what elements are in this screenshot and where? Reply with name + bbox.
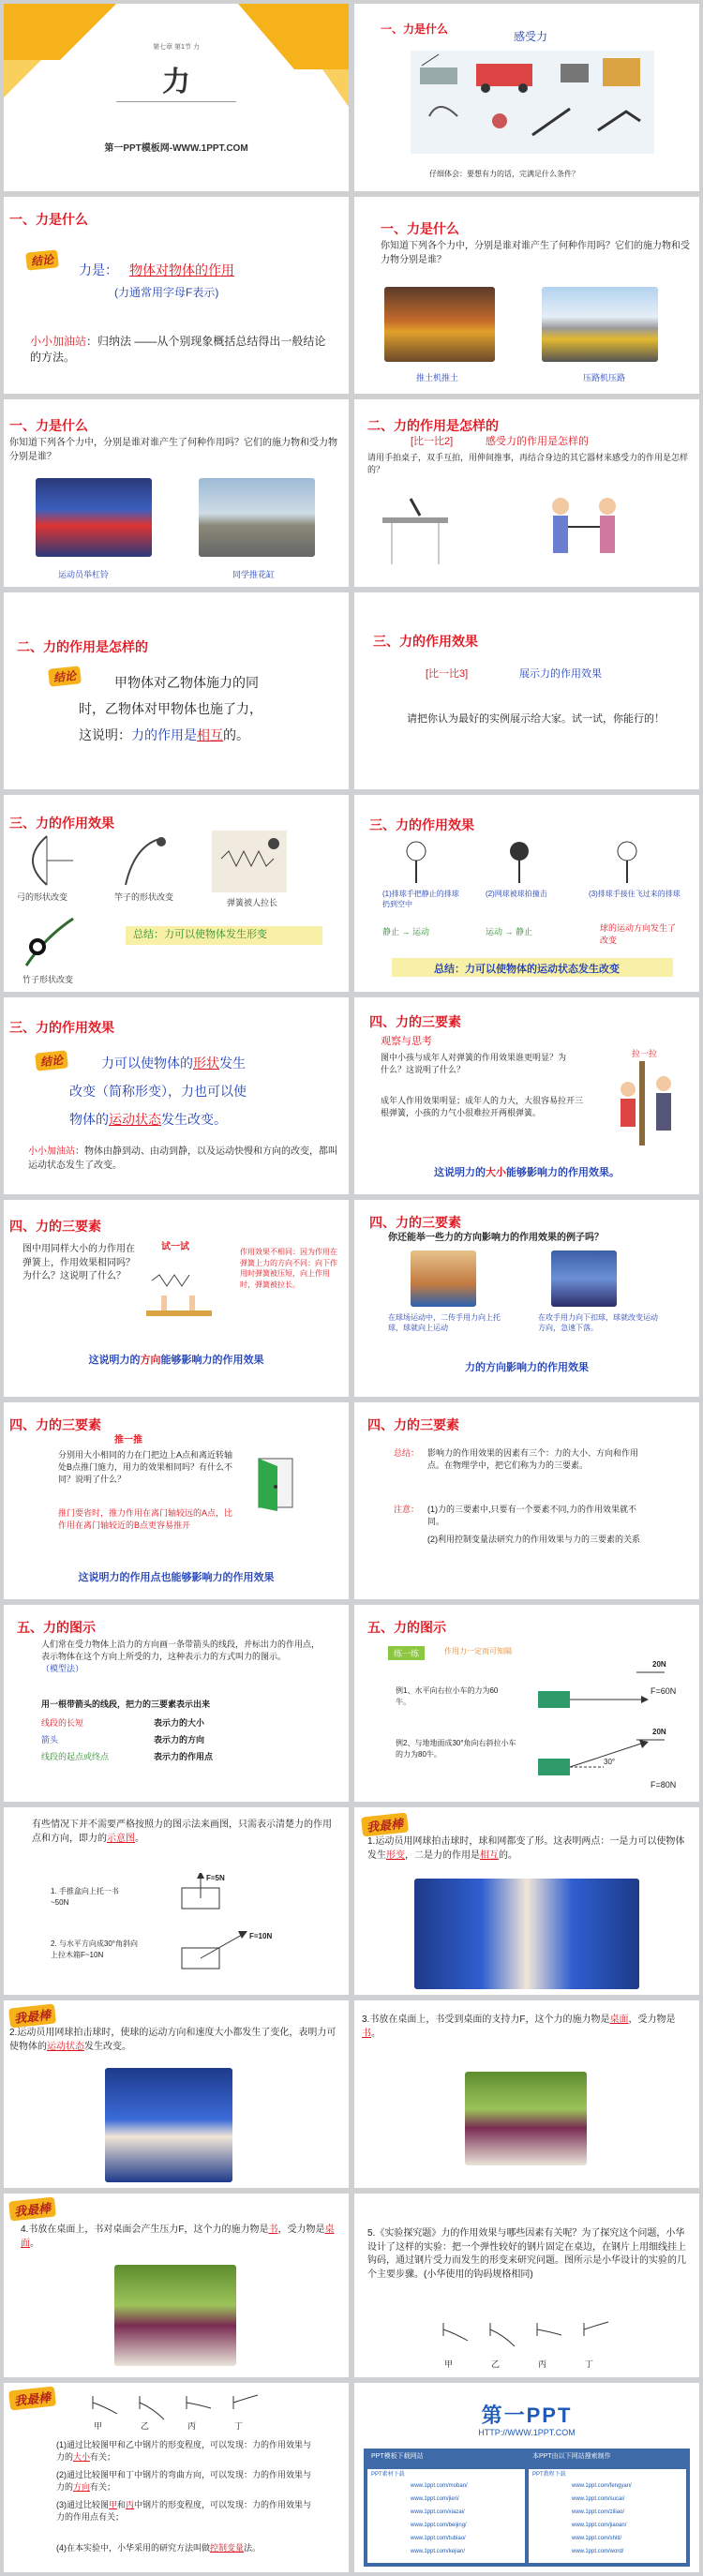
- side-label: 拉一拉: [632, 1049, 658, 1058]
- compare-title: 感受力的作用是怎样的: [486, 436, 589, 447]
- tip-body: ：物体由静到动、由动到静，以及运动快慢和方向的改变，都叫运动状态发生了改变。: [28, 1146, 337, 1171]
- intro-text: [32, 1819, 332, 1846]
- summary-text: [4, 1352, 349, 1367]
- intro-a: 有些情况下并不需要严格按照力的图示法来画图，只需表示清楚力的作用点和方向，即力的: [32, 1820, 332, 1844]
- slide-9[interactable]: [4, 795, 349, 992]
- q2-a: (2)通过比较图甲和丁中钢片的弯曲方向，可以发现：力的作用效果与力的: [56, 2470, 312, 2493]
- row-3-term: 线段的起点或终点: [41, 1752, 110, 1761]
- q2-c: 有关；: [90, 2482, 116, 2493]
- door-illustration: [249, 1455, 306, 1511]
- slide-body: [41, 1639, 322, 1675]
- title-underline: [116, 101, 236, 102]
- line3-prefix: 这说明：: [79, 727, 131, 742]
- caption-weightlifter: 运动员举杠铃: [58, 570, 110, 579]
- bulldozer-photo: [384, 287, 495, 362]
- q-answer-1: 形变: [386, 1850, 405, 1861]
- tip-text: [30, 334, 334, 367]
- body-1: 图中小孩与成年人对弹簧的作用效果谁更明显？为什么？这说明了什么？: [381, 1053, 567, 1075]
- angle-label: 30°: [604, 1758, 616, 1766]
- answer-2: [56, 2469, 319, 2494]
- scale-label-2: 20N: [652, 1728, 666, 1736]
- slide-3[interactable]: [4, 197, 349, 394]
- question-text: [21, 2224, 339, 2251]
- slide-heading: 我最棒: [8, 2386, 56, 2410]
- col-2-title: 本PPT由以下网站搜索制作: [532, 2453, 611, 2460]
- definition-label: 力是：: [79, 262, 118, 277]
- compare-tag: [比一比2]: [411, 436, 454, 447]
- question-text: [9, 2027, 339, 2054]
- slide-heading: 四、力的三要素: [369, 1215, 461, 1230]
- slide-10[interactable]: [354, 795, 699, 992]
- steel-strip-diagram: [439, 2319, 617, 2360]
- chapter-label: 第七章 第1节 力: [153, 44, 200, 51]
- slide-heading: 一、力是什么: [9, 418, 88, 433]
- spring-pull-illustration: [613, 1061, 679, 1146]
- conclusion-badge: 结论: [25, 249, 59, 270]
- slide-heading: 一、力是什么: [9, 212, 88, 227]
- slide-subheading: 感受力: [514, 30, 548, 43]
- slide-question: 你知道下列各个力中，分别是谁对谁产生了何种作用吗？它们的施力物和受力物分别是谁？: [9, 438, 337, 462]
- volleyball-set-photo: [411, 1251, 476, 1307]
- slide-14[interactable]: [354, 1200, 699, 1397]
- roller-photo: [542, 287, 658, 362]
- q-answer: 运动状态: [47, 2041, 84, 2052]
- slide-heading: 一、力是什么: [381, 221, 459, 236]
- example-2: 例2、与地地面成30°角向右斜拉小车的力为80牛。: [396, 1739, 516, 1759]
- summary-c: 能够影响力的作用效果。: [506, 1167, 620, 1178]
- slide-heading: 五、力的图示: [367, 1620, 446, 1635]
- caption-roller: 压路机压路: [583, 373, 626, 382]
- scale-label-1: 20N: [652, 1660, 666, 1669]
- q3-c: 和: [117, 2500, 127, 2509]
- q-answer-1: 书: [268, 2224, 278, 2235]
- summary-label: 总结：: [394, 1448, 420, 1458]
- q-answer-2: 相互: [480, 1850, 499, 1861]
- compare-title: 展示力的作用效果: [519, 668, 602, 680]
- conclusion-line-2: 时，乙物体对甲物体也施了力，: [79, 701, 262, 716]
- q-answer-2: 桌面: [21, 2224, 335, 2249]
- row-2-meaning: 表示力的方向: [154, 1735, 205, 1745]
- site-text: 第一PPT模板网-WWW.1PPT.COM: [104, 143, 248, 154]
- force-label-1: F=5N: [206, 1874, 225, 1882]
- summary-text: 力的方向影响力的作用效果: [465, 1362, 589, 1373]
- q-c: 的。: [499, 1850, 517, 1861]
- effect-note: 作用效果不相同：因为作用在弹簧上力的方向不同：向下作用时弹簧被压短，向上作用时，弹簧被拉长。: [240, 1248, 337, 1289]
- slide-23[interactable]: [4, 2194, 349, 2377]
- note-1: (1)力的三要素中,只要有一个要素不同,力的作用效果就不同。: [427, 1505, 637, 1527]
- summary-answer: 方向: [140, 1355, 161, 1366]
- conclusion-line-3: [69, 1110, 227, 1129]
- conclusion-line-1: [101, 1054, 246, 1072]
- practice-sub: 作用力一定而可知隔: [444, 1647, 512, 1655]
- practice-label: 练一练: [394, 1649, 420, 1658]
- slide-heading: 我最棒: [8, 2003, 56, 2028]
- side-label: 试一试: [161, 1242, 189, 1252]
- slide-11[interactable]: [4, 997, 349, 1194]
- q1-c: 有关；: [90, 2452, 116, 2463]
- book-on-table-photo: [465, 2072, 587, 2165]
- q-b: ，受力物是: [628, 2014, 676, 2025]
- q3-a: (3)通过比较图: [56, 2500, 109, 2509]
- slide-20[interactable]: [354, 1807, 699, 1995]
- practice-tag: [388, 1646, 425, 1660]
- l3-a: 物体的: [69, 1112, 109, 1127]
- link-right-6[interactable]: www.1ppt.com/word/: [572, 2549, 624, 2554]
- slide-15[interactable]: [4, 1402, 349, 1599]
- caption-pole: 竿子的形状改变: [114, 892, 174, 902]
- flow-1: 静止 → 运动: [382, 927, 430, 936]
- slide-body: 请用手拍桌子，双手互拍，用伸间推事，再结合身边的其它器材来感受力的作用是怎样的？: [367, 453, 689, 475]
- slide-question: 你还能举一些力的方向影响力的作用效果的例子吗？: [388, 1233, 604, 1243]
- model-tag: （模型法）: [41, 1664, 84, 1674]
- question-text: 5.《实验探究题》力的作用效果与哪些因素有关呢？为了探究这个问题，小华设计了这样的实验：把一个弹性较好的钢片固定在桌边，在钢片上用细线挂上钩码，通过钢片受力而发生的形变来研究问题。图所示是小华设计的实验的几个主要步骤。(小华使用的钩码规格相同): [367, 2228, 686, 2280]
- q-b: ，受力物是: [277, 2224, 325, 2235]
- slide-13[interactable]: [4, 1200, 349, 1397]
- slide-heading: 五、力的图示: [17, 1620, 96, 1635]
- flow-2: 运动 → 静止: [486, 927, 533, 936]
- flow-3: 球的运动方向发生了改变: [600, 923, 677, 946]
- conclusion-line-3: [79, 726, 249, 744]
- compare-tag: [比一比3]: [426, 668, 469, 680]
- slide-heading: 二、力的作用是怎样的: [17, 639, 148, 654]
- answer-3: [56, 2499, 319, 2524]
- q4-a: (4)在本实验中，小华采用的研究方法叫做: [56, 2543, 211, 2553]
- slide-heading: 四、力的三要素: [367, 1417, 459, 1432]
- q1-answer: 大小: [73, 2452, 91, 2463]
- q-answer-1: 桌面: [609, 2014, 629, 2025]
- bamboo-illustration: [17, 909, 82, 971]
- bow-illustration: [19, 834, 75, 887]
- l1-answer: 形状: [193, 1056, 219, 1071]
- example-1: 例1、水平向右拉小车的力为60牛。: [396, 1686, 499, 1706]
- slide-8[interactable]: [354, 592, 699, 789]
- summary-a: 这说明力的: [88, 1355, 141, 1366]
- q-a: 3.书放在桌面上，书受到桌面的支持力F，这个力的施力物是: [362, 2014, 610, 2025]
- slide-body: 请把你认为最好的实例展示给大家。试一试，你能行的！: [407, 713, 665, 725]
- logo-text: 第一PPT: [481, 2404, 573, 2427]
- link-left-2[interactable]: www.1ppt.com/jieri/: [411, 2496, 459, 2502]
- q1-a: (1)通过比较图甲和乙中钢片的形变程度，可以发现：力的作用效果与力的: [56, 2440, 312, 2463]
- tennis-player-photo: [414, 1879, 639, 1989]
- slide-body: 分别用大小相同的力在门把边上A点和离近转轴处B点推门施力，用力的效果相同吗？有什么不同？说明了什么？: [58, 1450, 233, 1485]
- link-right-4[interactable]: www.1ppt.com/jiaoan/: [572, 2523, 627, 2528]
- caption-bamboo: 竹子形状改变: [22, 975, 74, 984]
- label-ding: 丁: [234, 2421, 244, 2431]
- link-left-6[interactable]: www.1ppt.com/kejian/: [411, 2549, 466, 2554]
- slide-21[interactable]: [4, 2000, 349, 2188]
- label-ding: 丁: [585, 2359, 594, 2369]
- slide-17[interactable]: [4, 1605, 349, 1802]
- slide-24[interactable]: [354, 2194, 699, 2377]
- l3-answer: 运动状态: [109, 1112, 161, 1127]
- slide-16[interactable]: [354, 1402, 699, 1599]
- slide-question: 仔细体会：要想有力的话，完满足什么条件？: [429, 170, 579, 178]
- l1-a: 力可以使物体的: [101, 1056, 193, 1071]
- q3-e: 中钢片的形变程度，可以发现：力的作用效果与力的作用点有关；: [56, 2500, 312, 2523]
- force-label-2: F=80N: [651, 1780, 677, 1790]
- sub-heading: 观察与思考: [381, 1036, 432, 1047]
- slide-heading: 我最棒: [361, 1812, 409, 1836]
- summary-text: 总结：力可以使物体的运动状态发生改变: [434, 964, 620, 975]
- caption-bow: 弓的形状改变: [17, 892, 68, 902]
- link-left-4[interactable]: www.1ppt.com/beijing/: [411, 2523, 467, 2528]
- caption-catch: (3)排球手接住飞过来的排球: [589, 890, 681, 898]
- clapping-illustration: [373, 489, 682, 576]
- line3-answer: 相互: [197, 727, 223, 742]
- link-right-3[interactable]: www.1ppt.com/ziliao/: [572, 2509, 625, 2515]
- flow1-to: 运动: [412, 927, 430, 936]
- intro-c: 。: [135, 1833, 144, 1844]
- intro-answer: 示意图: [107, 1833, 135, 1844]
- note-label: 注意：: [394, 1505, 420, 1514]
- question-text: [367, 1835, 688, 1863]
- body-text: 人们常在受力物体上沿力的方向画一条带箭头的线段，并标出力的作用点，表示物体在这个方向上所受的力，这种表示力的方式叫力的图示。: [41, 1640, 321, 1662]
- col-3-title: PPT素材下载: [371, 2472, 405, 2478]
- caption-spike: 在攻手用力向下扣球，球就改变运动方向，急速下落。: [538, 1313, 658, 1332]
- flow1-from: 静止: [382, 927, 400, 936]
- page-title: 力: [162, 67, 190, 97]
- steel-strip-diagram: [88, 2392, 276, 2424]
- q-a: 2.运动员用网球拍击球时，使球的运动方向和速度大小都发生了变化，表明力可使物体的: [9, 2028, 337, 2052]
- slide-19[interactable]: [4, 1807, 349, 1995]
- link-right-1[interactable]: www.1ppt.com/fengyan/: [572, 2483, 632, 2489]
- conclusion-badge: 结论: [35, 1050, 68, 1071]
- spring-illustration: [212, 831, 287, 892]
- door-note: 推门要省时，推力作用在离门轴较远的A点，比作用在离门轴较近的B点更容易推开: [58, 1508, 233, 1531]
- tip-body: ：归纳法 ——从个别现象概括总结得出一般结论的方法。: [30, 335, 326, 365]
- label-bing: 丙: [187, 2421, 197, 2431]
- slide-7[interactable]: [4, 592, 349, 789]
- summary-c: 能够影响力的作用效果: [160, 1355, 264, 1366]
- summary-text: 总结：力可以使物体发生形变: [133, 929, 267, 940]
- slide-question: 你知道下列各个力中，分别是谁对谁产生了何种作用吗？它们的施力物和受力物分别是谁？: [381, 241, 690, 265]
- force-diagram: [519, 1654, 679, 1794]
- slide-heading: 一、力是什么: [381, 22, 449, 36]
- schematic-diagram: [163, 1873, 294, 1985]
- note-2: (2)利用控制变量法研究力的作用效果与力的三要素的关系: [427, 1535, 641, 1544]
- flow2-from: 运动: [486, 927, 503, 936]
- summary-answer: 大小: [486, 1167, 506, 1178]
- conclusion-line-1: 甲物体对乙物体施力的同: [114, 675, 259, 690]
- force-symbol-note: (力通常用字母F表示): [114, 286, 219, 299]
- slide-12[interactable]: [354, 997, 699, 1194]
- label-jia: 甲: [444, 2359, 454, 2369]
- label-yi: 乙: [491, 2359, 501, 2369]
- tennis-player-photo: [105, 2068, 232, 2182]
- pole-vault-illustration: [116, 834, 172, 887]
- row-2-term: 箭头: [41, 1735, 59, 1745]
- row-1-term: 线段的长短: [41, 1718, 84, 1728]
- slide-1[interactable]: [4, 4, 349, 191]
- flow2-to: 静止: [516, 927, 533, 936]
- label-bing: 丙: [538, 2359, 547, 2369]
- line3-suffix: 的。: [223, 727, 249, 742]
- caption-set: 在球场运动中，二传手用力向上托球，球就向上运动: [388, 1313, 501, 1332]
- slide-25[interactable]: [4, 2383, 349, 2572]
- slide-heading: 四、力的三要素: [9, 1219, 101, 1234]
- q-b: ，二是力的作用是: [405, 1850, 480, 1861]
- q-c: 。: [30, 2238, 39, 2249]
- slide-26[interactable]: [354, 2383, 699, 2572]
- col-4-title: PPT教程下载: [532, 2472, 566, 2478]
- rule-text: 用一根带箭头的线段，把力的三要素表示出来: [41, 1700, 211, 1709]
- volleyball-illustration: [379, 832, 679, 885]
- book-on-table-photo: [114, 2265, 236, 2366]
- definition-value: 物体对物体的作用: [129, 262, 234, 277]
- slide-5[interactable]: [4, 399, 349, 587]
- l1-c: 发生: [219, 1056, 246, 1071]
- row-1-meaning: 表示力的大小: [154, 1718, 205, 1728]
- summary-text: [354, 1164, 699, 1179]
- tip-text: [28, 1146, 337, 1173]
- force-label-2: F=10N: [249, 1932, 273, 1940]
- weightlifter-photo: [36, 478, 152, 557]
- caption-bulldozer: 推土机推土: [416, 373, 459, 382]
- slide-4[interactable]: [354, 197, 699, 394]
- q2-answer: 方向: [73, 2482, 91, 2493]
- q3-answer-2: 丙: [126, 2500, 135, 2509]
- label-jia: 甲: [94, 2421, 103, 2431]
- slide-body: 图中用同样大小的力作用在弹簧上，作用效果相同吗？为什么？这说明了什么？: [22, 1244, 135, 1281]
- question-text: [362, 2014, 690, 2041]
- example-1: 1. 手推盒向上托一书~50N: [51, 1887, 119, 1907]
- q-a: 1.运动员用网球拍击球时，球和网都变了形。这表明两点：一是力可以使物体发生: [367, 1836, 685, 1861]
- caption-racket: (2)网球被球拍撞击: [486, 890, 547, 898]
- summary-body: 影响力的作用效果的因素有三个：力的大小、方向和作用点。在物理学中，把它们称为力的三要素。: [427, 1448, 639, 1471]
- conclusion-badge: 结论: [48, 666, 82, 686]
- q4-answer: 控制变量: [210, 2543, 245, 2553]
- q4-c: 法。: [244, 2543, 262, 2553]
- slide-heading: 三、力的作用效果: [373, 634, 478, 649]
- volleyball-spike-photo: [551, 1251, 617, 1307]
- slide-2[interactable]: [354, 4, 699, 191]
- col-1-title: PPT模板下载网站: [371, 2453, 424, 2460]
- q-c: 。: [371, 2028, 381, 2039]
- link-right-5[interactable]: www.1ppt.com/shiti/: [572, 2536, 622, 2541]
- slide-heading: 二、力的作用是怎样的: [367, 418, 499, 433]
- q-a: 4.书放在桌面上，书对桌面会产生压力F，这个力的施力物是: [21, 2224, 269, 2235]
- link-left-5[interactable]: www.1ppt.com/tubiao/: [411, 2536, 466, 2541]
- q-b: 发生改变。: [84, 2041, 131, 2052]
- slide-heading: 三、力的作用效果: [9, 816, 114, 831]
- body-2: 成年人作用效果明显；成年人的力大，大很容易拉开三根弹簧，小孩的力气小很难拉开两根弹簧。: [381, 1096, 584, 1118]
- answer-1: [56, 2439, 319, 2464]
- slide-heading: 三、力的作用效果: [369, 817, 474, 832]
- summary-text: 这说明力的作用点也能够影响力的作用效果: [78, 1572, 275, 1583]
- q3-answer-1: 甲: [109, 2500, 118, 2509]
- link-right-2[interactable]: www.1ppt.com/sucai/: [572, 2496, 625, 2502]
- example-2: 2. 与水平方向成30°角斜向上拉木箱F~10N: [51, 1939, 138, 1959]
- answer-4: [56, 2542, 319, 2554]
- slide-18[interactable]: [354, 1605, 699, 1802]
- slide-heading: 四、力的三要素: [9, 1417, 101, 1432]
- tip-label: 小小加油站: [30, 335, 87, 348]
- force-label-1: F=60N: [651, 1686, 677, 1696]
- caption-spring: 弹簧被人拉长: [227, 898, 278, 907]
- q-answer-2: 书: [362, 2028, 371, 2039]
- slide-6[interactable]: [354, 399, 699, 587]
- row-3-meaning: 表示力的作用点: [154, 1752, 214, 1761]
- l3-c: 发生改变。: [161, 1112, 227, 1127]
- force-examples-illustration: [411, 51, 654, 154]
- tip-label: 小小加油站: [28, 1146, 75, 1157]
- site-url: HTTP://WWW.1PPT.COM: [478, 2428, 576, 2437]
- slide-heading: 我最棒: [8, 2196, 56, 2221]
- label-yi: 乙: [141, 2421, 150, 2431]
- slide-heading: 四、力的三要素: [369, 1014, 461, 1029]
- link-left-1[interactable]: www.1ppt.com/moban/: [411, 2483, 468, 2489]
- line3-mid: 力的作用是: [131, 727, 197, 742]
- slide-22[interactable]: [354, 2000, 699, 2188]
- caption-push-pot: 同学推花缸: [232, 570, 276, 579]
- conclusion-line-2: 改变（简称形变），力也可以使: [69, 1084, 247, 1099]
- summary-a: 这说明力的: [434, 1167, 486, 1178]
- slide-heading: 三、力的作用效果: [9, 1020, 114, 1035]
- push-pot-photo: [199, 478, 315, 557]
- side-label: 推一推: [114, 1435, 142, 1445]
- caption-toss: (1)排球手把静止的排球扔到空中: [382, 890, 459, 908]
- spring-press-illustration: [142, 1262, 217, 1327]
- link-left-3[interactable]: www.1ppt.com/xiazai/: [411, 2509, 465, 2515]
